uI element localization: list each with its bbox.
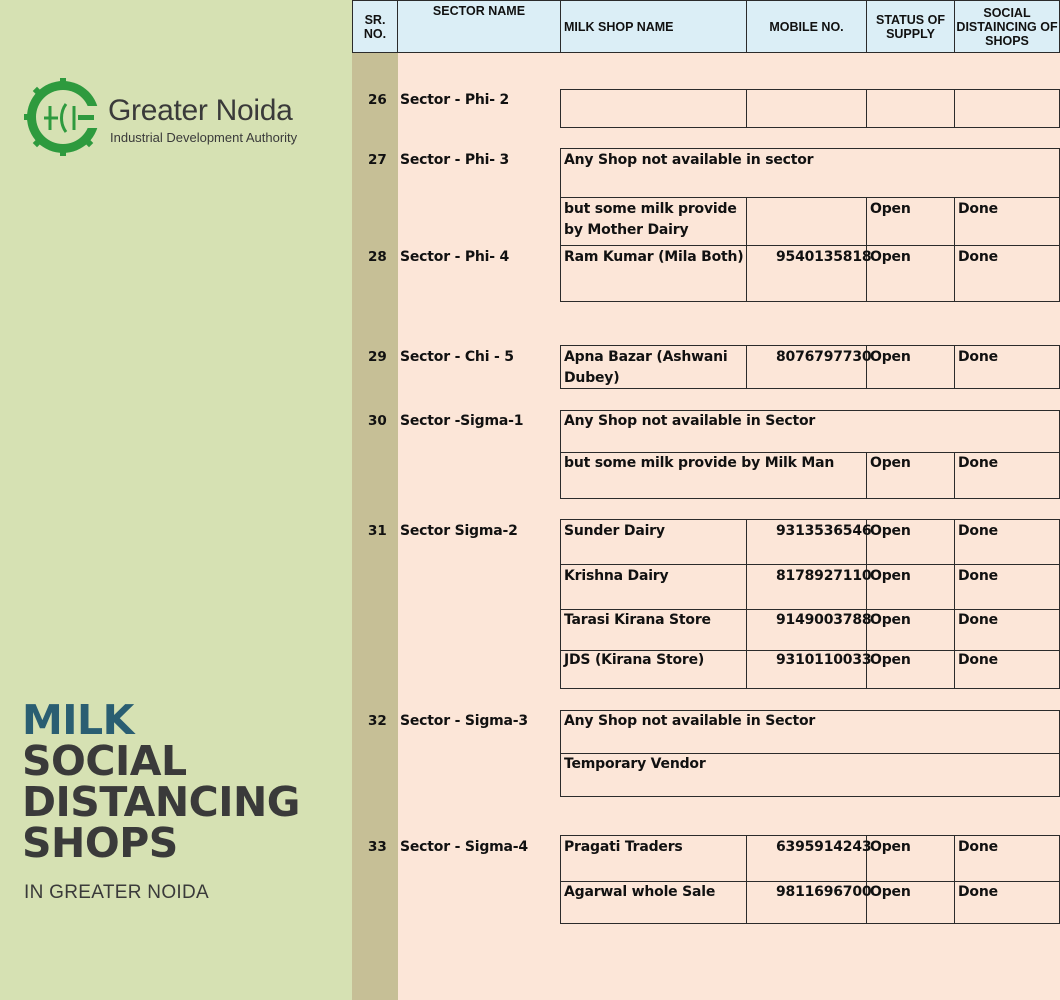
social-31-2: Done [958, 568, 998, 584]
shop-28: Ram Kumar (Mila Both) [564, 249, 744, 265]
headline-line-2: SOCIAL [22, 737, 187, 785]
shop-27-note: Any Shop not available in sector [564, 152, 814, 168]
sector-27: Sector - Phi- 3 [400, 152, 510, 168]
mobile-31-4: 9310110033 [776, 652, 872, 668]
shop-27-line1: but some milk provide [564, 201, 737, 217]
gnida-logo [22, 76, 342, 166]
left-panel [0, 0, 352, 1000]
status-33-2: Open [870, 884, 911, 900]
mobile-33-1: 6395914243 [776, 839, 872, 855]
headline-line-4: SHOPS [22, 819, 178, 867]
shop-31-3: Tarasi Kirana Store [564, 612, 711, 628]
social-30: Done [958, 455, 998, 471]
table-cell [560, 89, 747, 128]
header-shop: MILK SHOP NAME [560, 0, 747, 53]
table-cell [954, 89, 1060, 128]
shop-30: but some milk provide by Milk Man [564, 455, 835, 471]
header-mobile: MOBILE NO. [746, 0, 867, 53]
mobile-31-1: 9313536546 [776, 523, 872, 539]
status-31-4: Open [870, 652, 911, 668]
sub-headline: IN GREATER NOIDA [24, 882, 209, 903]
header-sector: SECTOR NAME [397, 0, 561, 53]
shop-31-4: JDS (Kirana Store) [564, 652, 705, 668]
table-cell [746, 89, 867, 128]
sr-28: 28 [368, 249, 387, 265]
sr-30: 30 [368, 413, 387, 429]
status-33-1: Open [870, 839, 911, 855]
sector-32: Sector - Sigma-3 [400, 713, 528, 729]
social-33-1: Done [958, 839, 998, 855]
sector-31: Sector Sigma-2 [400, 523, 518, 539]
mobile-31-3: 9149003788 [776, 612, 872, 628]
shop-29-line2: Dubey) [564, 370, 620, 386]
shop-32: Temporary Vendor [564, 756, 706, 772]
shop-33-1: Pragati Traders [564, 839, 683, 855]
sr-33: 33 [368, 839, 387, 855]
status-31-2: Open [870, 568, 911, 584]
status-31-3: Open [870, 612, 911, 628]
header-sr: SR. NO. [352, 0, 398, 53]
sector-26: Sector - Phi- 2 [400, 92, 510, 108]
sr-29: 29 [368, 349, 387, 365]
table-cell [746, 197, 867, 246]
sr-26: 26 [368, 92, 387, 108]
social-31-3: Done [958, 612, 998, 628]
status-27: Open [870, 201, 911, 217]
sector-28: Sector - Phi- 4 [400, 249, 510, 265]
header-status: STATUS OF SUPPLY [866, 0, 955, 53]
sector-30: Sector -Sigma-1 [400, 413, 524, 429]
gear-leaf-emblem-icon [22, 76, 104, 158]
sr-31: 31 [368, 523, 387, 539]
shop-32-note: Any Shop not available in Sector [564, 713, 816, 729]
shop-30-note: Any Shop not available in Sector [564, 413, 816, 429]
table-cell [866, 89, 955, 128]
shop-33-2: Agarwal whole Sale [564, 884, 716, 900]
social-31-1: Done [958, 523, 998, 539]
sector-33: Sector - Sigma-4 [400, 839, 528, 855]
mobile-29: 8076797730 [776, 349, 872, 365]
mobile-31-2: 8178927110 [776, 568, 872, 584]
shop-29-line1: Apna Bazar (Ashwani [564, 349, 728, 365]
headline-line-1: MILK [22, 696, 134, 744]
social-31-4: Done [958, 652, 998, 668]
table-header [352, 0, 1060, 53]
status-28: Open [870, 249, 911, 265]
headline-line-3: DISTANCING [22, 778, 300, 826]
social-28: Done [958, 249, 998, 265]
shop-31-1: Sunder Dairy [564, 523, 665, 539]
status-29: Open [870, 349, 911, 365]
header-social: SOCIAL DISTAINCING OF SHOPS [954, 0, 1060, 53]
shop-31-2: Krishna Dairy [564, 568, 669, 584]
mobile-28: 9540135818 [776, 249, 872, 265]
status-31-1: Open [870, 523, 911, 539]
mobile-33-2: 9811696700 [776, 884, 872, 900]
headline [22, 696, 342, 867]
brand-subtitle: Industrial Development Authority [110, 130, 298, 145]
brand-title: Greater Noida [108, 94, 293, 127]
sr-32: 32 [368, 713, 387, 729]
social-27: Done [958, 201, 998, 217]
shop-27-line2: by Mother Dairy [564, 222, 689, 238]
sector-29: Sector - Chi - 5 [400, 349, 514, 365]
status-30: Open [870, 455, 911, 471]
sr-27: 27 [368, 152, 387, 168]
social-29: Done [958, 349, 998, 365]
social-33-2: Done [958, 884, 998, 900]
